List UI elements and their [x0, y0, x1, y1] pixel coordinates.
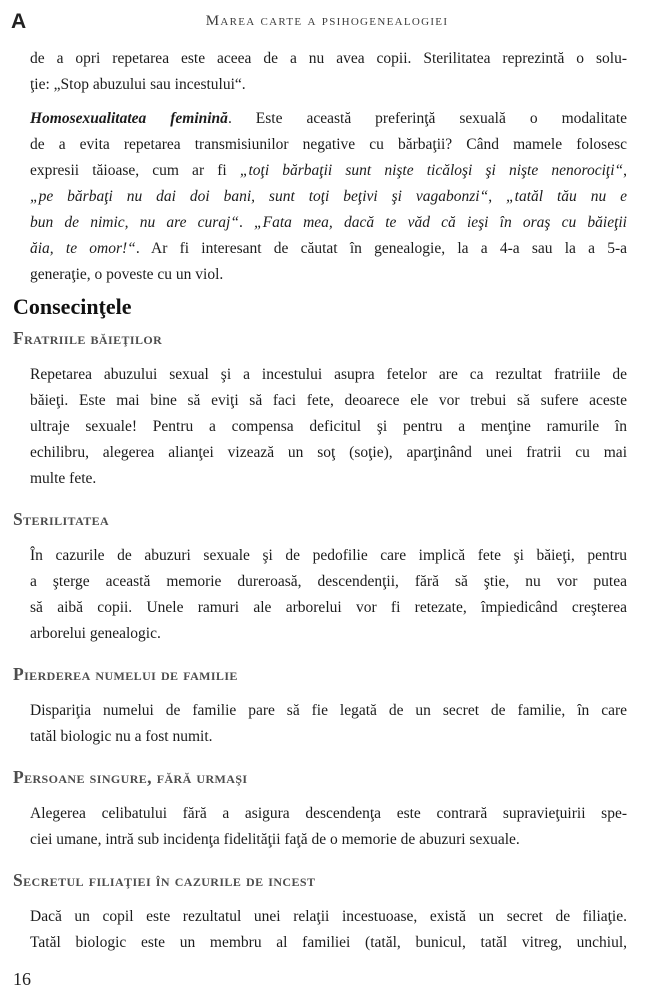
text-line — [30, 801, 627, 827]
text-line — [30, 210, 627, 236]
text-segment: . Este această preferinţă sexuală o modalitate — [227, 110, 627, 127]
text-line — [30, 698, 627, 724]
text-segment: arborelui genealogic. — [30, 625, 161, 642]
text-line — [30, 414, 627, 440]
quoted-italic-text: ăia, te omor!“ — [30, 240, 136, 257]
text-line — [30, 262, 627, 288]
paragraph — [30, 801, 627, 853]
text-segment: echilibru, alegerea alianţei vizează un soţ (soţie), aparţinând unei fratrii cu mai — [30, 444, 627, 461]
section-heading: Pierderea numelui de familie — [13, 664, 238, 684]
paragraph — [30, 362, 627, 492]
chapter-heading: Consecinţele — [13, 294, 132, 319]
text-segment: multe fete. — [30, 470, 97, 487]
text-line — [30, 724, 627, 750]
text-segment: ultraje sexuale! Pentru a compensa deficitul şi pentru a menţine ramurile în — [30, 418, 627, 435]
text-segment: În cazurile de abuzuri sexuale şi de pedofilie care implică fete şi băieţi, pentru — [30, 547, 627, 564]
quoted-italic-text: bun de nimic, nu are curaj“ — [30, 214, 239, 231]
emphasis-bold-italic: Homosexualitatea feminină — [30, 110, 228, 127]
text-line — [30, 72, 627, 98]
text-line — [30, 466, 627, 492]
paragraph — [30, 46, 627, 98]
text-segment: de a opri repetarea este aceea de a nu avea copii. Sterilitatea reprezintă o solu- — [30, 50, 627, 67]
text-segment: Alegerea celibatului fără a asigura descendenţa este contrară supravieţuirii spe- — [30, 805, 627, 822]
text-segment: generaţie, o poveste cu un viol. — [30, 266, 224, 283]
text-segment: , — [488, 188, 507, 205]
text-segment: de a evita repetarea transmisiunilor negative cu bărbaţii? Când mamele folosesc — [30, 136, 627, 153]
paragraph — [30, 698, 627, 750]
section-heading: Sterilitatea — [13, 509, 110, 529]
section-heading: Fratriile băieţilor — [13, 328, 163, 348]
text-line — [30, 106, 627, 132]
text-line — [30, 930, 627, 956]
text-segment: Tatăl biologic este un membru al familiei (tatăl, bunicul, tatăl vitreg, unchiul, — [30, 934, 627, 951]
text-segment: expresii tăioase, cum ar fi — [30, 162, 240, 179]
text-line — [30, 621, 627, 647]
text-segment: tatăl biologic nu a fost numit. — [30, 728, 213, 745]
text-segment: ţie: „Stop abuzului sau incestului“. — [30, 76, 246, 93]
quoted-italic-text: „Fata mea, dacă te văd că ieşi în oraş cu băieţii — [254, 214, 627, 231]
running-header-title: Marea carte a psihogenealogiei — [205, 13, 449, 29]
text-line — [30, 543, 627, 569]
quoted-italic-text: „toţi bărbaţii sunt nişte ticăloşi şi nişte nenorociţi“ — [239, 162, 624, 179]
text-segment: a şterge această memorie dureroasă, descendenţii, fără să ştie, nu vor putea — [30, 573, 627, 590]
text-line — [30, 184, 627, 210]
text-segment: . — [238, 214, 255, 231]
text-line — [30, 569, 627, 595]
paragraph — [30, 904, 627, 956]
quoted-italic-text: „tatăl tău nu e — [506, 188, 627, 205]
text-line — [30, 595, 627, 621]
paragraph — [30, 543, 627, 647]
text-segment: Dispariţia numelui de familie pare să fie legată de un secret de familie, în care — [30, 702, 627, 719]
text-segment: să aibă copii. Unele ramuri ale arborelui vor fi retezate, împiedicând creşterea — [30, 599, 627, 616]
text-segment: băieţi. Este mai bine să eviţi să faci fete, deoarece ele vor trebui să sufere aceste — [30, 392, 627, 409]
section-heading: Persoane singure, fără urmaşi — [13, 767, 248, 787]
text-segment: Repetarea abuzului sexual şi a incestului asupra fetelor are ca rezultat fratriile de — [30, 366, 627, 383]
text-line — [30, 46, 627, 72]
text-segment: Dacă un copil este rezultatul unei relaţii incestuoase, există un secret de filiaţie. — [30, 908, 627, 925]
page-number: 16 — [13, 969, 31, 989]
section-letter: A — [11, 10, 27, 33]
text-line — [30, 440, 627, 466]
text-segment: , — [623, 162, 628, 179]
paragraph — [30, 106, 627, 288]
section-heading: Secretul filiaţiei în cazurile de incest — [13, 870, 316, 890]
text-line — [30, 236, 627, 262]
quoted-italic-text: „pe bărbaţi nu dai doi bani, sunt toţi beţivi şi vagabonzi“ — [30, 188, 489, 205]
text-line — [30, 158, 627, 184]
text-line — [30, 388, 627, 414]
text-line — [30, 132, 627, 158]
text-segment: ciei umane, intră sub incidenţa fidelităţii faţă de o memorie de abuzuri sexuale. — [30, 831, 520, 848]
text-segment: . Ar fi interesant de căutat în genealogie, la a 4-a sau la a 5-a — [135, 240, 627, 257]
text-line — [30, 827, 627, 853]
text-line — [30, 362, 627, 388]
text-line — [30, 904, 627, 930]
